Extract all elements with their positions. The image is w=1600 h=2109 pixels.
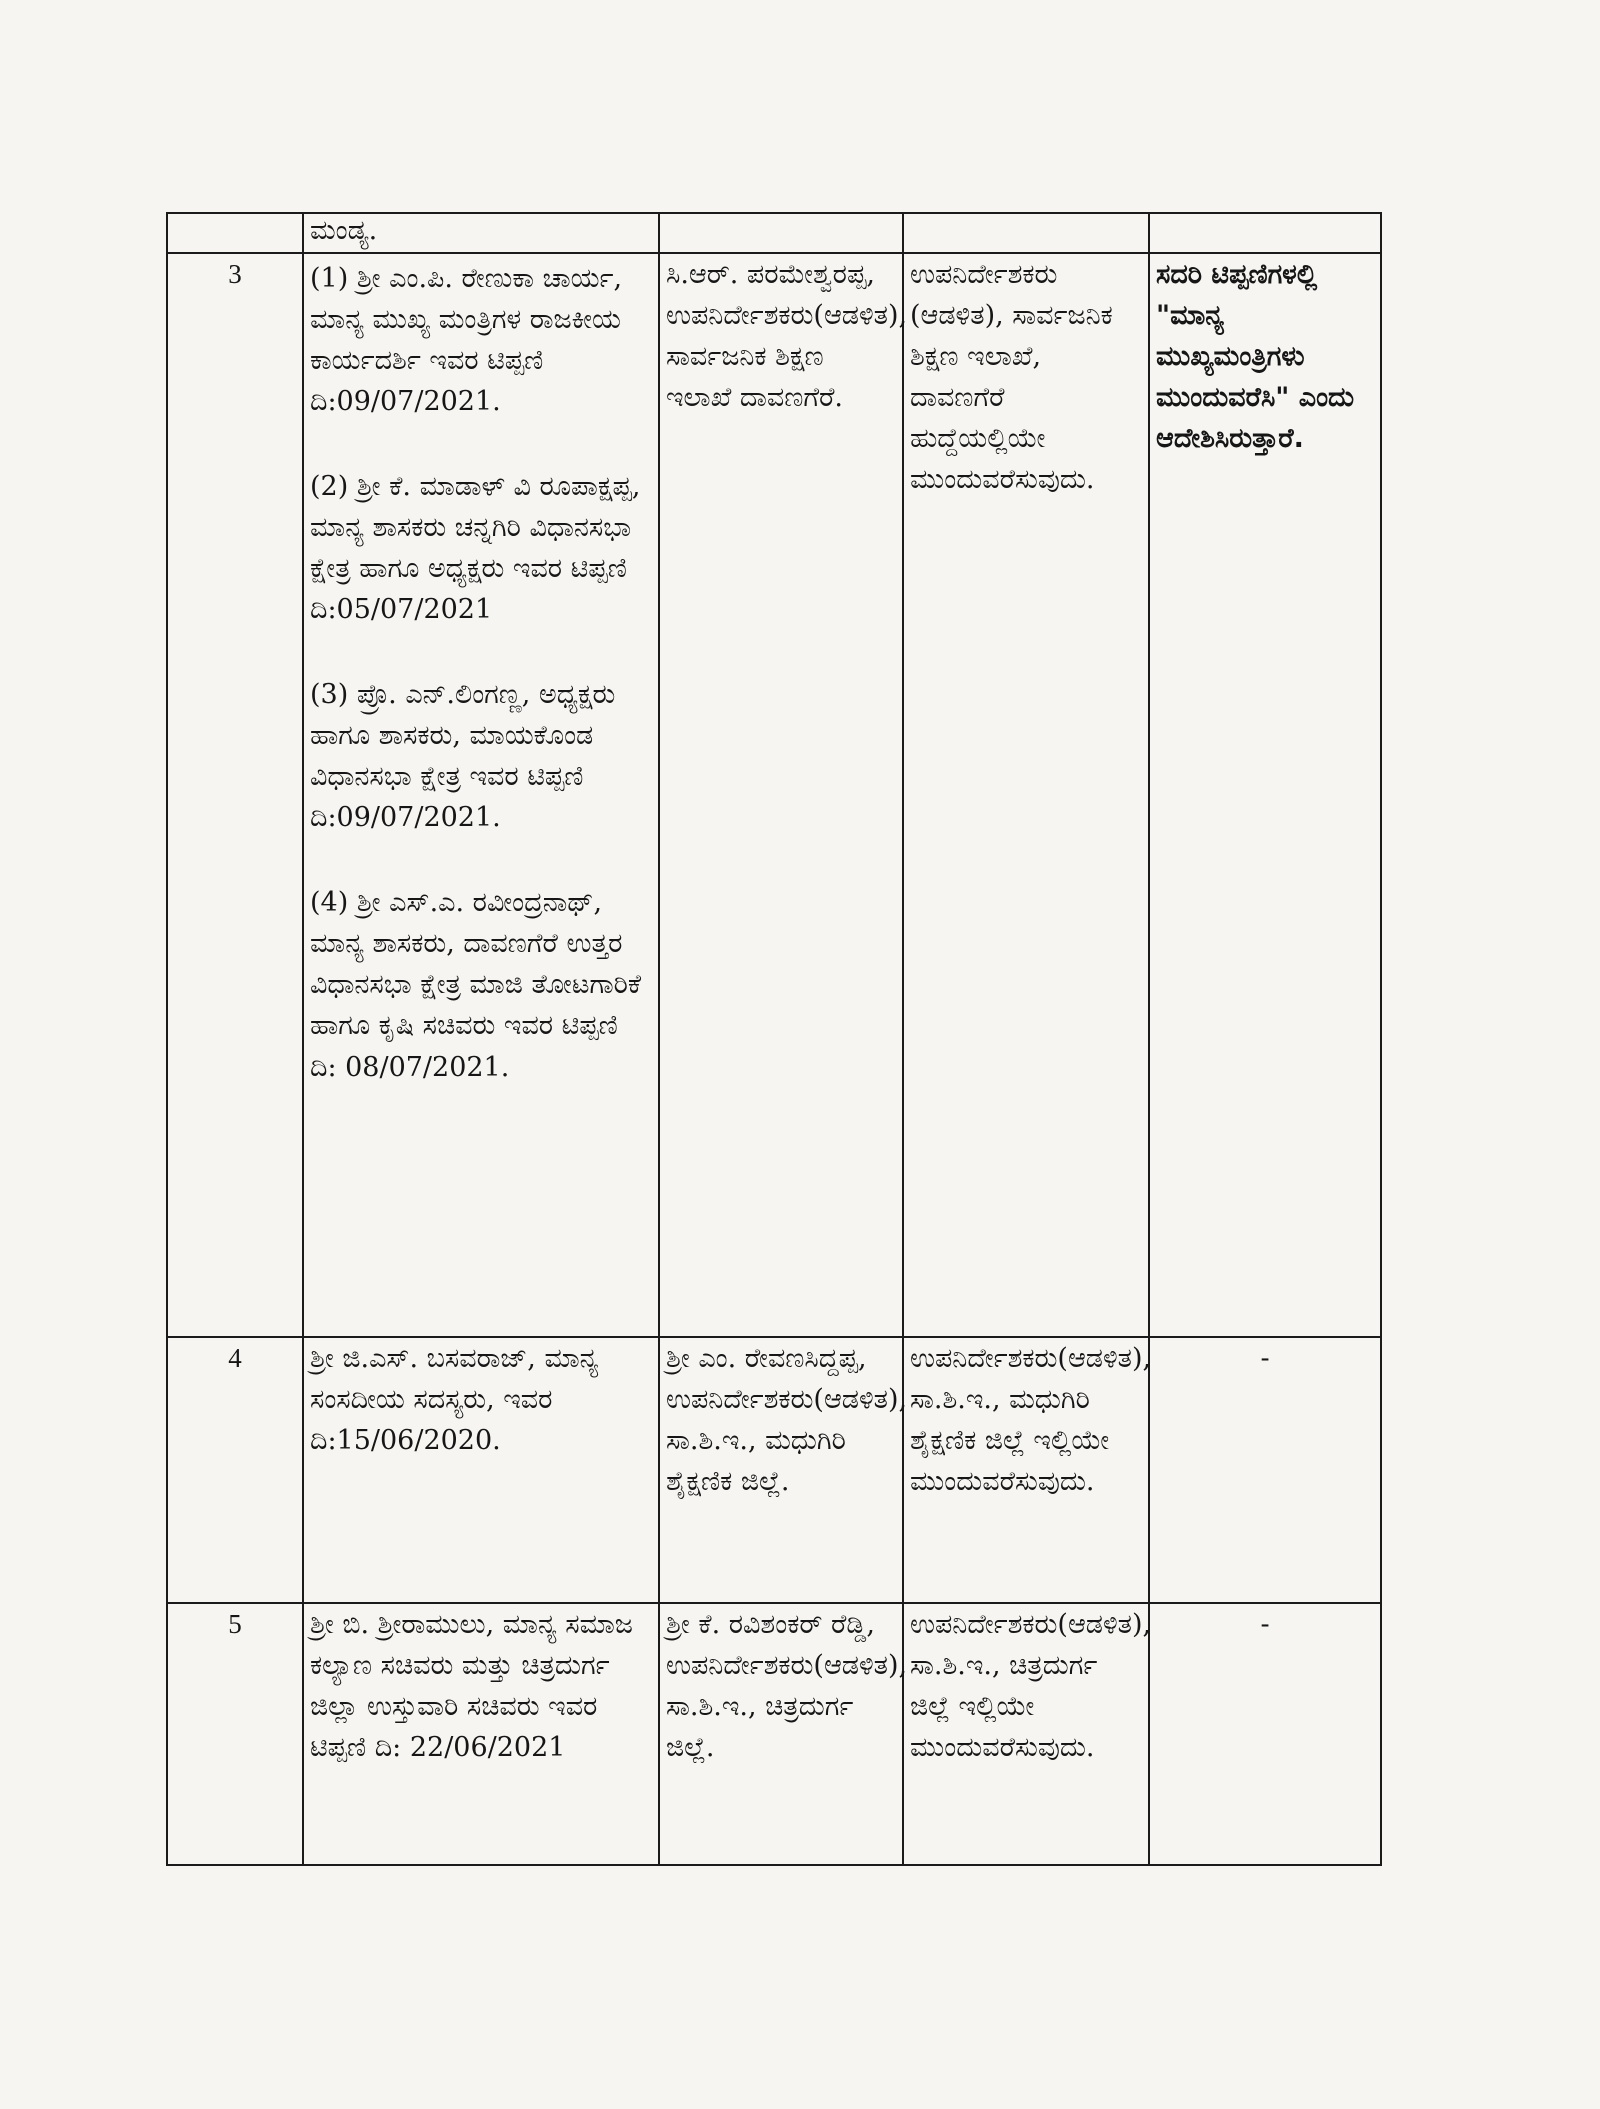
table-row	[167, 1603, 1381, 1865]
remarks-cell: -	[1149, 1603, 1381, 1865]
officer-cell	[659, 213, 903, 253]
table-row	[167, 253, 1381, 1337]
serial-number-cell: 3	[167, 253, 303, 1337]
officer-cell: ಶ್ರೀ ಎಂ. ರೇವಣಸಿದ್ದಪ್ಪ, ಉಪನಿರ್ದೇಶಕರು(ಆಡಳಿತ), ಸಾ.ಶಿ.ಇ., ಮಧುಗಿರಿ ಶೈಕ್ಷಣಿಕ ಜಿಲ್ಲೆ.	[659, 1337, 903, 1603]
remarks-cell: ಸದರಿ ಟಿಪ್ಪಣಿಗಳಲ್ಲಿ "ಮಾನ್ಯ ಮುಖ್ಯಮಂತ್ರಿಗಳು ಮುಂದುವರೆಸಿ" ಎಂದು ಆದೇಶಿಸಿರುತ್ತಾರೆ.	[1149, 253, 1381, 1337]
posting-cell: ಉಪನಿರ್ದೇಶಕರು (ಆಡಳಿತ), ಸಾರ್ವಜನಿಕ ಶಿಕ್ಷಣ ಇಲಾಖೆ, ದಾವಣಗೆರೆ ಹುದ್ದೆಯಲ್ಲಿಯೇ ಮುಂದುವರೆಸುವುದು.	[903, 253, 1149, 1337]
petition-note-1: (1) ಶ್ರೀ ಎಂ.ಪಿ. ರೇಣುಕಾ ಚಾರ್ಯ, ಮಾನ್ಯ ಮುಖ್ಯ ಮಂತ್ರಿಗಳ ರಾಜಕೀಯ ಕಾರ್ಯದರ್ಶಿ ಇವರ ಟಿಪ್ಪಣಿ ದಿ:09/07/2021.	[310, 263, 623, 418]
transfer-table	[166, 212, 1382, 1866]
petition-note-3: (3) ಪ್ರೊ. ಎನ್.ಲಿಂಗಣ್ಣ, ಅಧ್ಯಕ್ಷರು ಹಾಗೂ ಶಾಸಕರು, ಮಾಯಕೊಂಡ ವಿಧಾನಸಭಾ ಕ್ಷೇತ್ರ ಇವರ ಟಿಪ್ಪಣಿ ದಿ:09/07/2021.	[310, 679, 616, 834]
petition-cell	[303, 253, 659, 1337]
posting-cell	[903, 213, 1149, 253]
petition-cell: ಮಂಡ್ಯ.	[303, 213, 659, 253]
table-row	[167, 213, 1381, 253]
petition-cell: ಶ್ರೀ ಬಿ. ಶ್ರೀರಾಮುಲು, ಮಾನ್ಯ ಸಮಾಜ ಕಲ್ಯಾಣ ಸಚಿವರು ಮತ್ತು ಚಿತ್ರದುರ್ಗ ಜಿಲ್ಲಾ ಉಸ್ತುವಾರಿ ಸಚಿವರು ಇವರ ಟಿಪ್ಪಣಿ ದಿ: 22/06/2021	[303, 1603, 659, 1865]
remarks-cell	[1149, 213, 1381, 253]
posting-cell: ಉಪನಿರ್ದೇಶಕರು(ಆಡಳಿತ), ಸಾ.ಶಿ.ಇ., ಚಿತ್ರದುರ್ಗ ಜಿಲ್ಲೆ ಇಲ್ಲಿಯೇ ಮುಂದುವರೆಸುವುದು.	[903, 1603, 1149, 1865]
posting-cell: ಉಪನಿರ್ದೇಶಕರು(ಆಡಳಿತ), ಸಾ.ಶಿ.ಇ., ಮಧುಗಿರಿ ಶೈಕ್ಷಣಿಕ ಜಿಲ್ಲೆ ಇಲ್ಲಿಯೇ ಮುಂದುವರೆಸುವುದು.	[903, 1337, 1149, 1603]
table-row	[167, 1337, 1381, 1603]
officer-cell: ಸಿ.ಆರ್. ಪರಮೇಶ್ವರಪ್ಪ, ಉಪನಿರ್ದೇಶಕರು(ಆಡಳಿತ), ಸಾರ್ವಜನಿಕ ಶಿಕ್ಷಣ ಇಲಾಖೆ ದಾವಣಗೆರೆ.	[659, 253, 903, 1337]
petition-cell: ಶ್ರೀ ಜಿ.ಎಸ್. ಬಸವರಾಜ್, ಮಾನ್ಯ ಸಂಸದೀಯ ಸದಸ್ಯರು, ಇವರ ದಿ:15/06/2020.	[303, 1337, 659, 1603]
serial-number-cell: 4	[167, 1337, 303, 1603]
petition-note-2: (2) ಶ್ರೀ ಕೆ. ಮಾಡಾಳ್ ವಿ ರೂಪಾಕ್ಷಪ್ಪ, ಮಾನ್ಯ ಶಾಸಕರು ಚನ್ನಗಿರಿ ವಿಧಾನಸಭಾ ಕ್ಷೇತ್ರ ಹಾಗೂ ಅಧ್ಯಕ್ಷರು ಇವರ ಟಿಪ್ಪಣಿ ದಿ:05/07/2021	[310, 471, 641, 626]
officer-cell: ಶ್ರೀ ಕೆ. ರವಿಶಂಕರ್ ರೆಡ್ಡಿ, ಉಪನಿರ್ದೇಶಕರು(ಆಡಳಿತ), ಸಾ.ಶಿ.ಇ., ಚಿತ್ರದುರ್ಗ ಜಿಲ್ಲೆ.	[659, 1603, 903, 1865]
petition-note-4: (4) ಶ್ರೀ ಎಸ್.ಎ. ರವೀಂದ್ರನಾಥ್, ಮಾನ್ಯ ಶಾಸಕರು, ದಾವಣಗೆರೆ ಉತ್ತರ ವಿಧಾನಸಭಾ ಕ್ಷೇತ್ರ ಮಾಜಿ ತೋಟಗಾರಿಕೆ ಹಾಗೂ ಕೃಷಿ ಸಚಿವರು ಇವರ ಟಿಪ್ಪಣಿ ದಿ: 08/07/2021.	[310, 887, 642, 1083]
remarks-cell: -	[1149, 1337, 1381, 1603]
serial-number-cell: 5	[167, 1603, 303, 1865]
serial-number-cell	[167, 213, 303, 253]
